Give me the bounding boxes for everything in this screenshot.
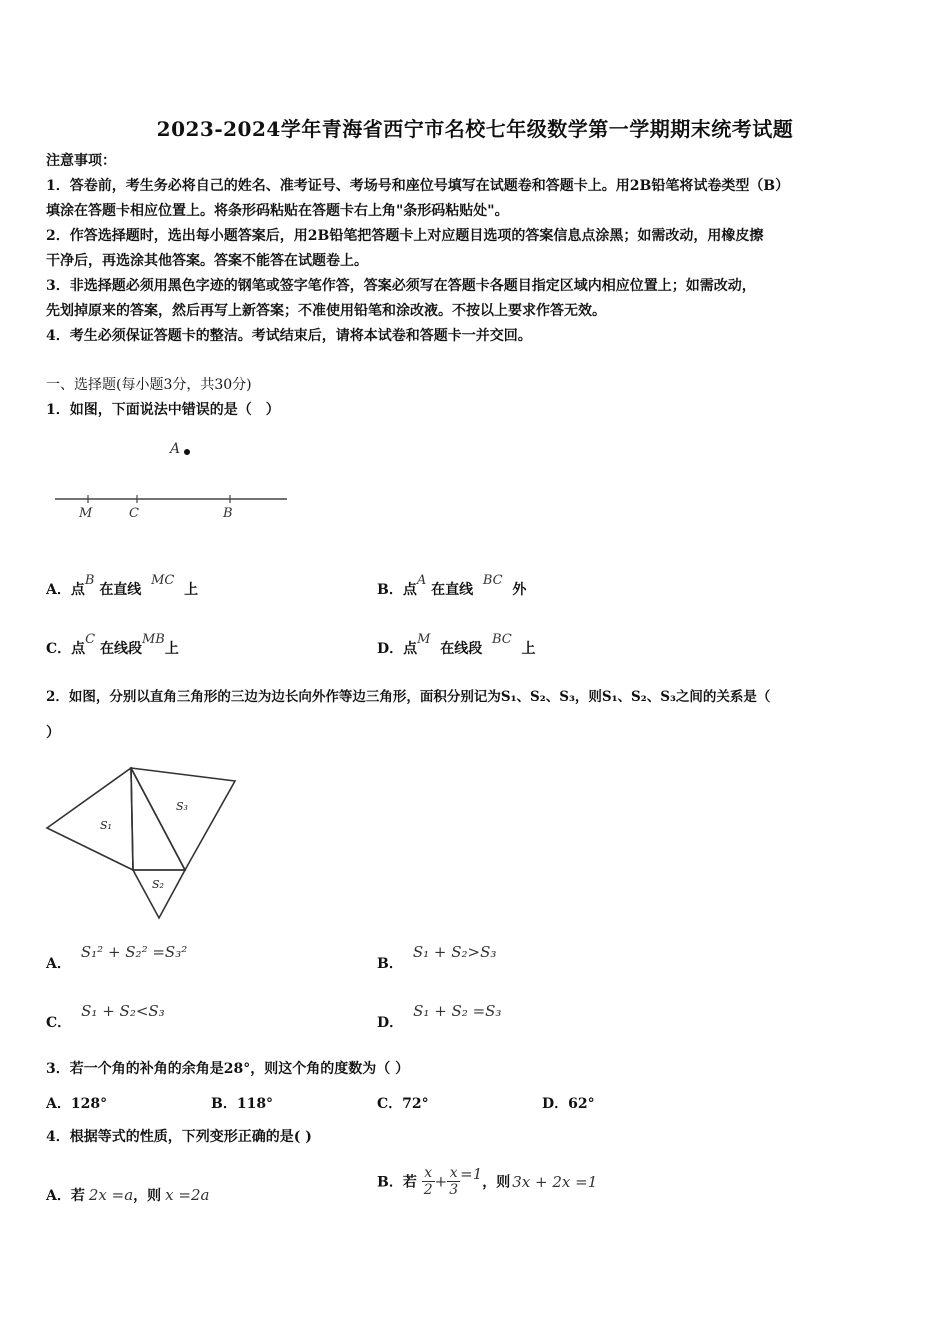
- option-var: M: [417, 632, 431, 647]
- option-expr: S₁ + S₂<S₃: [81, 1002, 165, 1020]
- label-a: A: [170, 441, 181, 457]
- option-label: C．点: [46, 641, 86, 657]
- denominator: 2: [423, 1182, 433, 1198]
- option-expr: S₁² + S₂² =S₃²: [80, 943, 188, 961]
- option-var: MC: [151, 573, 175, 588]
- option-expr: 3x + 2x =1: [512, 1172, 598, 1191]
- option-var: A: [416, 573, 427, 588]
- option-var: B: [84, 573, 95, 588]
- q3-stem: 3．若一个角的补角的余角是28°，则这个角的度数为（ ）: [46, 1061, 410, 1077]
- label-s2: S₂: [152, 878, 164, 891]
- option-label: C．: [46, 1015, 72, 1031]
- option-var: BC: [482, 573, 503, 588]
- q1-stem: 1．如图，下面说法中错误的是（ ）: [46, 402, 280, 418]
- notice-line: 4．考生必须保证答题卡的整洁。考试结束后，请将本试卷和答题卡一并交回。: [46, 328, 532, 344]
- q3-option-c[interactable]: C．72°: [377, 1096, 429, 1112]
- equals-one: =1: [460, 1164, 483, 1183]
- option-text: 外: [512, 582, 527, 598]
- q1-option-d[interactable]: [377, 632, 536, 658]
- option-expr: x =2a: [165, 1186, 210, 1204]
- fraction: [447, 1165, 460, 1198]
- numerator: x: [422, 1165, 435, 1182]
- option-label: B．: [377, 956, 403, 972]
- q2-stem: 2．如图，分别以直角三角形的三边为边长向外作等边三角形，面积分别记为S₁、S₂、S₃，则S₁、S₂、S₃之间的关系是（: [46, 689, 771, 705]
- notice-line: 3．非选择题必须用黑色字迹的钢笔或签字笔作答，答案必须写在答题卡各题目指定区域内相应位置上；如需改动，: [46, 278, 756, 294]
- notice-line: 先划掉原来的答案，然后再写上新答案；不准使用铅笔和涂改液。不按以上要求作答无效。: [46, 303, 606, 319]
- option-expr: S₁ + S₂ =S₃: [413, 1002, 502, 1020]
- option-text: 在直线: [431, 582, 474, 598]
- label-c: C: [129, 506, 139, 521]
- q2-option-d[interactable]: [377, 1001, 502, 1031]
- label-s3: S₃: [176, 800, 188, 813]
- q1-option-c[interactable]: [46, 632, 179, 658]
- q1-figure: [50, 435, 300, 525]
- q2-option-a[interactable]: [46, 942, 188, 972]
- option-expr: 2x =a: [88, 1186, 134, 1204]
- option-label: B．若: [377, 1174, 417, 1191]
- label-b: B: [223, 506, 233, 521]
- fraction: [422, 1165, 435, 1198]
- q3-option-b[interactable]: B．118°: [211, 1096, 274, 1112]
- option-expr: S₁ + S₂>S₃: [412, 943, 497, 961]
- option-text: 在线段: [440, 641, 483, 657]
- option-text: 上: [521, 641, 536, 657]
- right-triangle: [131, 768, 185, 870]
- option-label: A．点: [46, 582, 85, 598]
- option-var: MB: [141, 632, 165, 647]
- option-var: C: [85, 632, 96, 647]
- q1-option-a[interactable]: [46, 573, 199, 599]
- q3-option-d[interactable]: D．62°: [542, 1096, 595, 1112]
- point-a-dot: [184, 449, 190, 455]
- q2-option-c[interactable]: [46, 1001, 165, 1031]
- label-m: M: [79, 506, 93, 521]
- q2-stem-cont: ）: [46, 725, 60, 741]
- q4-stem: 4．根据等式的性质，下列变形正确的是( ): [46, 1129, 312, 1145]
- q2-figure: [40, 760, 245, 925]
- section-heading: 一、选择题(每小题3分，共30分): [46, 377, 252, 393]
- numerator: x: [447, 1165, 460, 1182]
- q4-option-b[interactable]: [377, 1165, 597, 1198]
- option-text: 上: [184, 582, 199, 598]
- notice-line: 干净后，再选涂其他答案。答案不能答在试题卷上。: [46, 253, 368, 269]
- option-text: ，则: [133, 1188, 162, 1204]
- option-text: 在直线: [99, 582, 142, 598]
- option-text: 在线段: [99, 641, 142, 657]
- plus-sign: +: [434, 1172, 448, 1191]
- notice-heading: 注意事项：: [46, 153, 116, 169]
- option-label: A．: [46, 956, 71, 972]
- q4-option-a[interactable]: [46, 1185, 209, 1205]
- denominator: 3: [449, 1182, 459, 1198]
- option-var: BC: [491, 632, 512, 647]
- option-label: A．若: [46, 1188, 85, 1204]
- label-s1: S₁: [100, 819, 112, 832]
- option-label: D．点: [377, 641, 418, 657]
- option-label: B．点: [377, 582, 417, 598]
- notice-line: 填涂在答题卡相应位置上。将条形码粘贴在答题卡右上角"条形码粘贴处"。: [46, 203, 509, 219]
- option-label: D．: [377, 1015, 404, 1031]
- notice-line: 2．作答选择题时，选出每小题答案后，用2B铅笔把答题卡上对应题目选项的答案信息点涂黑；如需改动，用橡皮擦: [46, 228, 764, 244]
- q3-option-a[interactable]: A．128°: [46, 1096, 108, 1112]
- triangle-s3: [131, 768, 235, 870]
- option-text: ，则: [482, 1174, 511, 1191]
- page-title: 2023-2024学年青海省西宁市名校七年级数学第一学期期末统考试题: [156, 117, 794, 141]
- q2-option-b[interactable]: [377, 942, 497, 972]
- triangle-s1: [47, 768, 133, 870]
- option-text: 上: [164, 641, 179, 657]
- q1-option-b[interactable]: [377, 573, 527, 599]
- notice-line: 1．答卷前，考生务必将自己的姓名、准考证号、考场号和座位号填写在试题卷和答题卡上。用2B铅笔将试卷类型（B）: [46, 178, 790, 194]
